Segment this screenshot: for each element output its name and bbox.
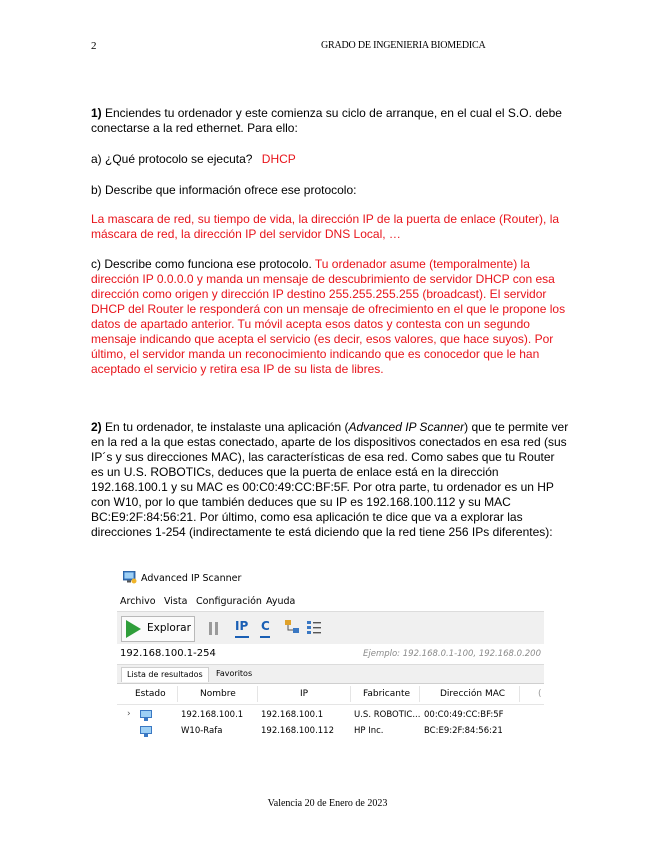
- q1b-answer: La mascara de red, su tiempo de vida, la dirección IP de la puerta de enlace (Router), la máscara de red, la dirección IP del servidor DNS Local, …: [91, 212, 560, 241]
- window-titlebar: [117, 563, 544, 593]
- q1-intro-text: Enciendes tu ordenador y este comienza su ciclo de arranque, en el cual el S.O. debe conectarse a la red ethernet. Para ello:: [91, 106, 562, 135]
- c-icon[interactable]: C: [261, 619, 270, 633]
- address-bar: [117, 644, 544, 665]
- col-nombre[interactable]: Nombre: [200, 689, 236, 699]
- col-ip[interactable]: IP: [300, 689, 309, 699]
- scan-button-label: Explorar: [147, 622, 191, 634]
- list-icon[interactable]: [307, 620, 321, 634]
- device-icon: [140, 710, 152, 721]
- running-header-title: GRADO DE INGENIERIA BIOMEDICA: [321, 40, 486, 51]
- menu-ayuda[interactable]: Ayuda: [266, 596, 296, 607]
- q2-text-part2: ) que te permite ver en la red a la que estas conectado, aparte de los dispositivos conectados en esa red (sus IP´s y sus direcciones MAC), las características de esa red. Como sabes que tu Router es un U.S. ROBOTICs, deduces que la puerta de enlace está en la dirección 192.168.100.1 y su MAC es 00:C0:49:CC:BF:5F. Por otra parte, tu ordenador es un HP con W10, por lo que también deduces que su IP es 192.168.100.112 y su MAC BC:E9:2F:84:56:21. Por último, como esa aplicación te dice que va a explorar las direcciones 1-254 (indirectamente te está diciendo que la red tiene 256 IPs diferentes):: [91, 420, 569, 539]
- ip-range-example: Ejemplo: 192.168.0.1-100, 192.168.0.200: [362, 649, 541, 659]
- device-icon: [140, 726, 152, 737]
- tab-results[interactable]: Lista de resultados: [121, 667, 209, 682]
- app-icon: [123, 571, 137, 584]
- menu-configuracion[interactable]: Configuración: [196, 596, 262, 607]
- page-number: 2: [91, 40, 97, 52]
- q2-text-part1: En tu ordenador, te instalaste una aplicación (: [101, 420, 349, 434]
- q1b-question: b) Describe que información ofrece ese protocolo:: [91, 183, 357, 197]
- q1c-question: c) Describe como funciona ese protocolo.: [91, 257, 312, 271]
- ip-icon[interactable]: IP: [235, 619, 249, 633]
- q1a: [91, 152, 569, 167]
- play-icon: [126, 620, 141, 638]
- table-row[interactable]: [117, 725, 544, 739]
- q2-app-name: Advanced IP Scanner: [348, 420, 465, 434]
- page-footer: Valencia 20 de Enero de 2023: [267, 798, 388, 809]
- row-ip: 192.168.100.112: [261, 726, 335, 736]
- row-name: 192.168.100.1: [181, 710, 244, 720]
- window-title: Advanced IP Scanner: [141, 573, 242, 584]
- scan-button[interactable]: [121, 616, 195, 642]
- ip-scanner-screenshot: [117, 563, 544, 741]
- q1c: [91, 257, 569, 377]
- tab-favorites[interactable]: Favoritos: [216, 669, 253, 678]
- row-vendor: HP Inc.: [354, 726, 384, 736]
- menu-archivo[interactable]: Archivo: [120, 596, 156, 607]
- col-fabricante[interactable]: Fabricante: [363, 689, 411, 699]
- table-row[interactable]: [117, 709, 544, 723]
- row-mac: 00:C0:49:CC:BF:5F: [424, 710, 504, 720]
- q1-intro: [91, 106, 569, 136]
- col-estado[interactable]: Estado: [135, 689, 166, 699]
- c-icon-underline: [260, 636, 270, 638]
- row-ip: 192.168.100.1: [261, 710, 324, 720]
- menu-bar: [117, 593, 544, 611]
- q1c-answer: Tu ordenador asume (temporalmente) la dirección IP 0.0.0.0 y manda un mensaje de descubrimiento de servidor DHCP con esa dirección como origen y dirección IP destino 255.255.255.255 (broadcast). El servidor DHCP del Router le responderá con un mensaje de ofrecimiento en el que le propone los datos de apartado anterior. Tu móvil acepta esos datos y contesta con un segundo mensaje indicando que acepta el servicio (es decir, esos valores, que hace suyos). Por último, el servidor manda un reconocimiento indicando que es conocedor que le han aceptado el servicio y retira esa IP de su lista de libres.: [91, 257, 566, 376]
- row-mac: BC:E9:2F:84:56:21: [424, 726, 503, 736]
- q1-number: 1): [91, 106, 102, 120]
- menu-vista[interactable]: Vista: [164, 596, 188, 607]
- q2-number: 2): [91, 420, 102, 434]
- q1a-answer: DHCP: [261, 152, 296, 166]
- q2-text: [91, 420, 569, 540]
- ip-icon-underline: [235, 636, 249, 638]
- pause-icon[interactable]: [209, 622, 219, 635]
- toolbar: [117, 611, 544, 645]
- col-mac[interactable]: Dirección MAC: [440, 689, 505, 699]
- expand-chevron-icon[interactable]: ›: [127, 709, 131, 719]
- q1a-question: a) ¿Qué protocolo se ejecuta?: [91, 152, 253, 166]
- results-tabs: [117, 665, 544, 684]
- column-headers: Estado Nombre IP Fabricante Dirección MAC (: [117, 684, 544, 705]
- network-icon[interactable]: [285, 620, 299, 634]
- ip-range-input[interactable]: 192.168.100.1-254: [120, 648, 216, 659]
- row-vendor: U.S. ROBOTIC...: [354, 710, 421, 720]
- row-name: W10-Rafa: [181, 726, 223, 736]
